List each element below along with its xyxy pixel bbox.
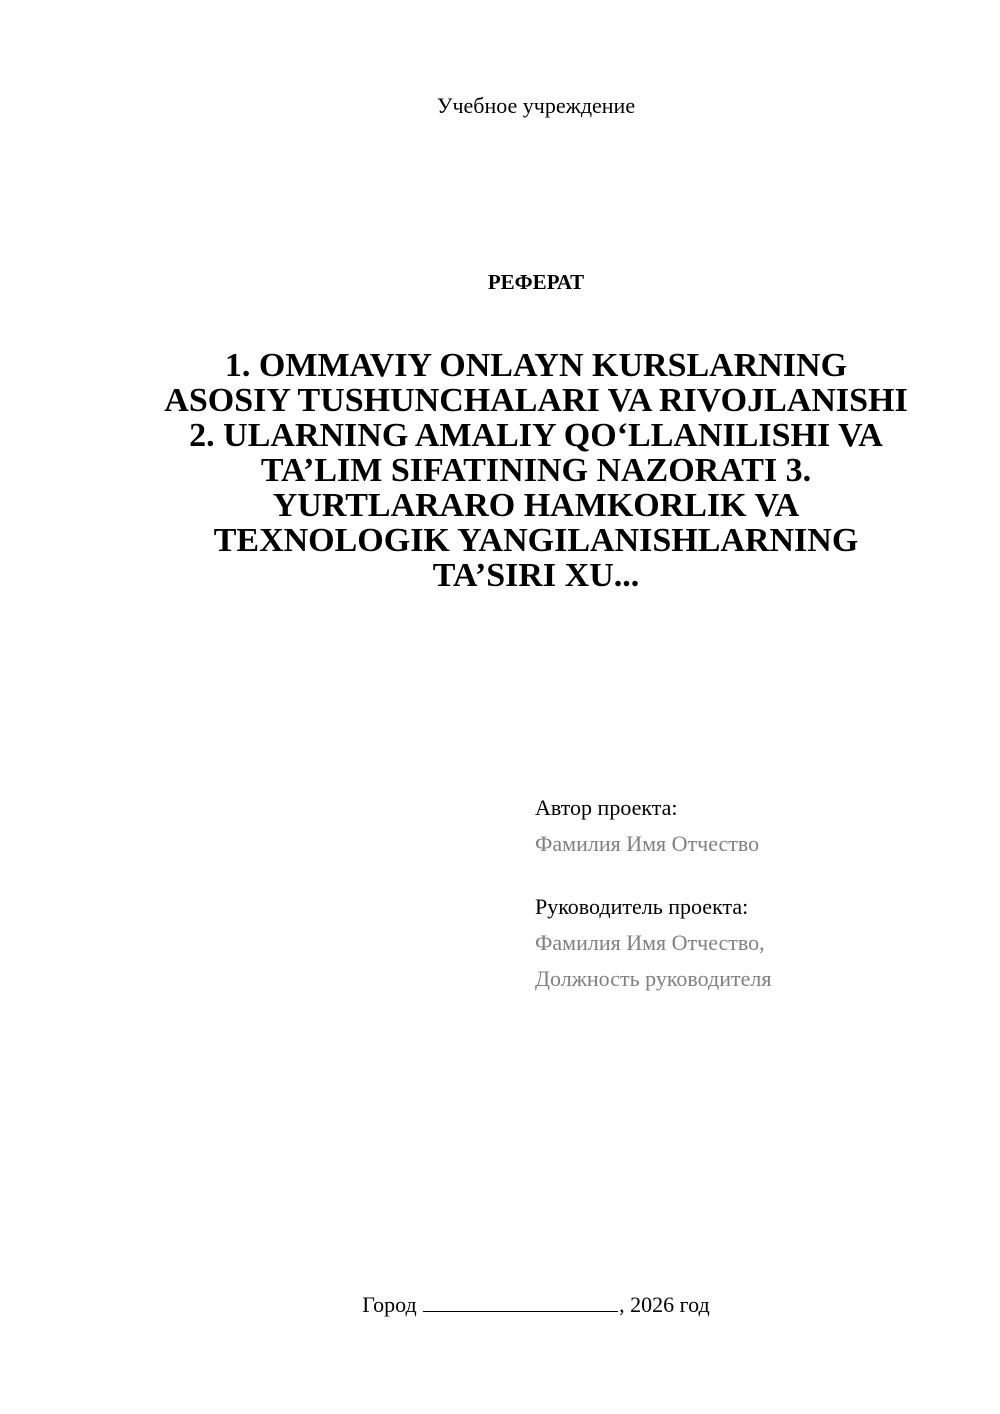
author-block [535, 790, 965, 997]
document-title: 1. OMMAVIY ONLAYN KURSLARNING ASOSIY TUSHUNCHALARI VA RIVOJLANISHI 2. ULARNING AMALIY QO‘LLANILISHI VA TA’LIM SIFATINING NAZORATI 3. YURTLARARO HAMKORLIK VA TEXNOLOGIK YANGILANISHLARNING TA’SIRI XU... [164, 347, 908, 594]
supervisor-label: Руководитель проекта: [535, 894, 749, 919]
supervisor-position: Должность руководителя [535, 966, 772, 991]
institution-name: Учебное учреждение [436, 93, 636, 118]
city-blank-line [423, 1291, 618, 1312]
footer-city-year [0, 1290, 1000, 1320]
city-label: Город [362, 1292, 417, 1317]
document-type: РЕФЕРАТ [487, 270, 585, 294]
supervisor-name: Фамилия Имя Отчество, [535, 930, 765, 955]
year-text: , 2026 год [619, 1292, 710, 1317]
spacer [535, 862, 965, 889]
author-label: Автор проекта: [535, 795, 678, 820]
author-name: Фамилия Имя Отчество [535, 831, 760, 856]
